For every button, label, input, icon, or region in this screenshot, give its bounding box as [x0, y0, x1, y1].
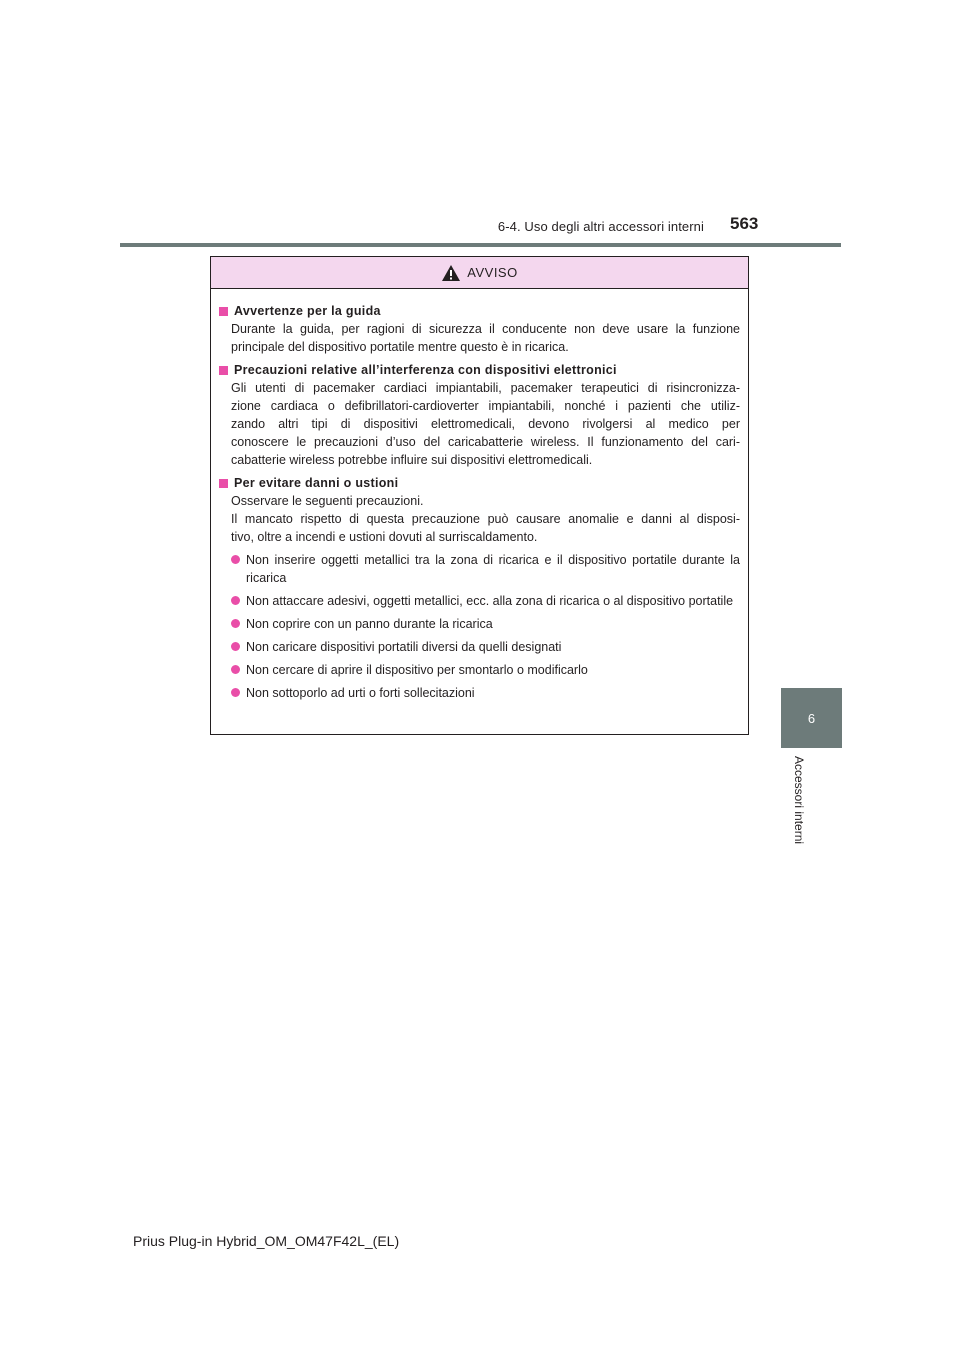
- section-driving: [219, 302, 740, 356]
- list-item: Non attaccare adesivi, oggetti metallici, ecc. alla zona di ricarica o al dispositivo portatile: [231, 592, 740, 610]
- bullet-list: [219, 551, 740, 702]
- square-bullet-icon: [219, 366, 228, 375]
- list-item: Non sottoporlo ad urti o forti sollecitazioni: [231, 684, 740, 702]
- section-text: Osservare le seguenti precauzioni. Il mancato rispetto di questa precauzione può causare anomalie e danni al disposi- tivo, oltre a incendi e ustioni dovuti al surriscaldamento.: [231, 494, 740, 544]
- warning-body: [211, 289, 748, 702]
- circle-bullet-icon: [231, 665, 240, 674]
- square-bullet-icon: [219, 307, 228, 316]
- warning-header: [211, 257, 748, 289]
- chapter-tab-number: 6: [807, 710, 816, 726]
- circle-bullet-icon: [231, 555, 240, 564]
- header-rule: [120, 243, 841, 247]
- section-title: Avvertenze per la guida: [219, 302, 740, 320]
- warning-box: [210, 256, 749, 735]
- circle-bullet-icon: [231, 619, 240, 628]
- header-section-title: 6-4. Uso degli altri accessori interni: [497, 219, 704, 234]
- section-text: Gli utenti di pacemaker cardiaci impiantabili, pacemaker terapeutici di risincronizza- zione cardiaca o defibrillatori-cardioverter impiantabili, nonché i pazienti che utiliz- zando altri tipi di dispositivi elettromedicali, devono rivolgersi al medico per conoscere le precauzioni d’uso del caricabatterie wireless. Il funzionamento del cari- cabatterie wireless potrebbe influire sui dispositivi elettromedicali.: [231, 381, 740, 467]
- section-text: Durante la guida, per ragioni di sicurezza il conducente non deve usare la funzione principale del dispositivo portatile mentre questo è in ricarica.: [231, 322, 740, 354]
- page-number: 563: [730, 214, 759, 233]
- list-item: Non cercare di aprire il dispositivo per smontarlo o modificarlo: [231, 661, 740, 679]
- list-item: Non inserire oggetti metallici tra la zona di ricarica e il dispositivo portatile durante la ricarica: [231, 551, 740, 587]
- warning-title: AVVISO: [467, 265, 518, 280]
- list-item: Non coprire con un panno durante la ricarica: [231, 615, 740, 633]
- section-interference: [219, 361, 740, 469]
- section-title: Precauzioni relative all’interferenza con dispositivi elettronici: [219, 361, 740, 379]
- section-title: Per evitare danni o ustioni: [219, 474, 740, 492]
- circle-bullet-icon: [231, 688, 240, 697]
- list-item: Non caricare dispositivi portatili diversi da quelli designati: [231, 638, 740, 656]
- square-bullet-icon: [219, 479, 228, 488]
- warning-triangle-icon: [441, 264, 461, 282]
- circle-bullet-icon: [231, 642, 240, 651]
- chapter-tab[interactable]: [781, 688, 842, 748]
- chapter-tab-label: Accessori interni: [792, 756, 806, 845]
- manual-footer-title: Prius Plug-in Hybrid_OM_OM47F42L_(EL): [133, 1233, 400, 1249]
- circle-bullet-icon: [231, 596, 240, 605]
- section-damage: [219, 474, 740, 702]
